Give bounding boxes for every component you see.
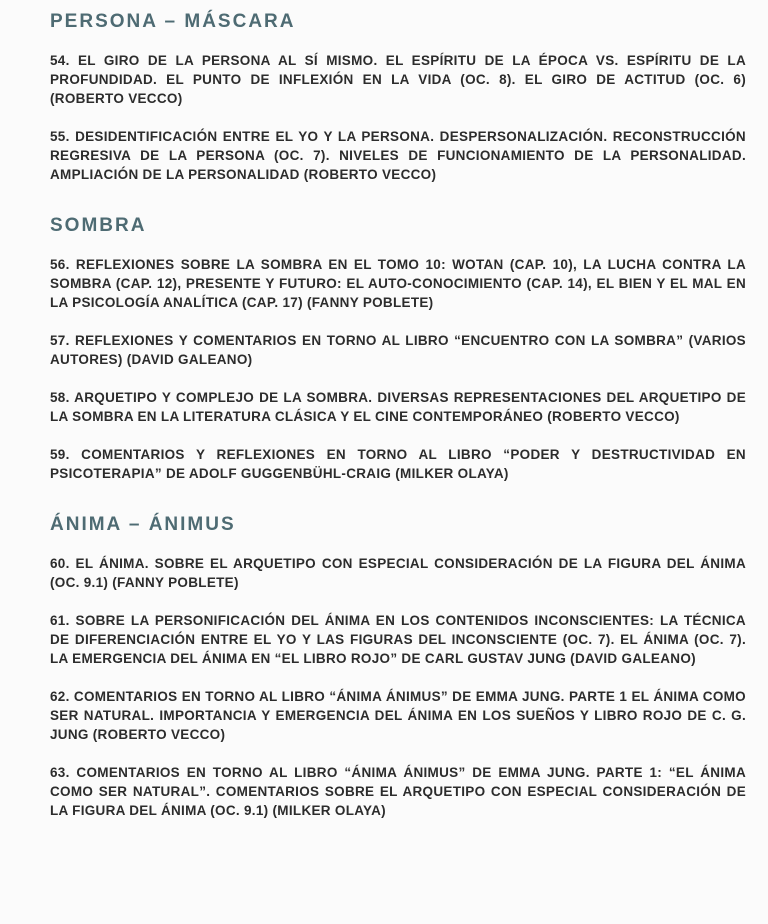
item-number: 58.: [50, 390, 70, 405]
item-number: 57.: [50, 333, 70, 348]
list-item-60: [50, 554, 746, 592]
item-text: EL GIRO DE LA PERSONA AL SÍ MISMO. EL ESPÍRITU DE LA ÉPOCA VS. ESPÍRITU DE LA PROFUNDIDAD. EL PUNTO DE INFLEXIÓN EN LA VIDA (OC. 8). EL GIRO DE ACTITUD (OC. 6) (ROBERTO VECCO): [50, 53, 746, 106]
section-persona-mascara: [50, 10, 746, 184]
item-number: 62.: [50, 689, 70, 704]
list-item-55: [50, 127, 746, 184]
section-title-anima-animus: ÁNIMA – ÁNIMUS: [50, 514, 236, 535]
list-item-56: [50, 255, 746, 312]
item-number: 54.: [50, 53, 70, 68]
list-item-59: [50, 445, 746, 483]
item-text: SOBRE LA PERSONIFICACIÓN DEL ÁNIMA EN LOS CONTENIDOS INCONSCIENTES: LA TÉCNICA DE DIFERENCIACIÓN ENTRE EL YO Y LAS FIGURAS DEL INCONSCIENTE (OC. 7). EL ÁNIMA (OC. 7). LA EMERGENCIA DEL ÁNIMA EN “EL LIBRO ROJO” DE CARL GUSTAV JUNG (DAVID GALEANO): [50, 613, 746, 666]
item-text: REFLEXIONES SOBRE LA SOMBRA EN EL TOMO 10: WOTAN (CAP. 10), LA LUCHA CONTRA LA SOMBRA (CAP. 12), PRESENTE Y FUTURO: EL AUTO-CONOCIMIENTO (CAP. 14), EL BIEN Y EL MAL EN LA PSICOLOGÍA ANALÍTICA (CAP. 17) (FANNY POBLETE): [50, 257, 746, 310]
item-text: EL ÁNIMA. SOBRE EL ARQUETIPO CON ESPECIAL CONSIDERACIÓN DE LA FIGURA DEL ÁNIMA (OC. 9.1) (FANNY POBLETE): [50, 556, 746, 590]
item-number: 63.: [50, 765, 70, 780]
item-text: COMENTARIOS Y REFLEXIONES EN TORNO AL LIBRO “PODER Y DESTRUCTIVIDAD EN PSICOTERAPIA” DE ADOLF GUGGENBÜHL-CRAIG (MILKER OLAYA): [50, 447, 746, 481]
item-text: REFLEXIONES Y COMENTARIOS EN TORNO AL LIBRO “ENCUENTRO CON LA SOMBRA” (VARIOS AUTORES) (DAVID GALEANO): [50, 333, 746, 367]
list-item-58: [50, 388, 746, 426]
list-item-63: [50, 763, 746, 820]
item-number: 55.: [50, 129, 70, 144]
item-text: COMENTARIOS EN TORNO AL LIBRO “ÁNIMA ÁNIMUS” DE EMMA JUNG. PARTE 1: “EL ÁNIMA COMO SER NATURAL”. COMENTARIOS SOBRE EL ARQUETIPO CON ESPECIAL CONSIDERACIÓN DE LA FIGURA DEL ÁNIMA (OC. 9.1) (MILKER OLAYA): [50, 765, 746, 818]
list-item-61: [50, 611, 746, 668]
section-anima-animus: [50, 513, 746, 820]
item-number: 59.: [50, 447, 70, 462]
list-item-62: [50, 687, 746, 744]
section-title-sombra: SOMBRA: [50, 215, 147, 236]
section-title-persona-mascara: PERSONA – MÁSCARA: [50, 11, 296, 32]
item-number: 56.: [50, 257, 70, 272]
list-item-57: [50, 331, 746, 369]
section-sombra: [50, 214, 746, 483]
list-item-54: [50, 51, 746, 108]
item-text: DESIDENTIFICACIÓN ENTRE EL YO Y LA PERSONA. DESPERSONALIZACIÓN. RECONSTRUCCIÓN REGRESIVA DE LA PERSONA (OC. 7). NIVELES DE FUNCIONAMIENTO DE LA PERSONALIDAD. AMPLIACIÓN DE LA PERSONALIDAD (ROBERTO VECCO): [50, 129, 746, 182]
item-number: 60.: [50, 556, 70, 571]
item-text: ARQUETIPO Y COMPLEJO DE LA SOMBRA. DIVERSAS REPRESENTACIONES DEL ARQUETIPO DE LA SOMBRA EN LA LITERATURA CLÁSICA Y EL CINE CONTEMPORÁNEO (ROBERTO VECCO): [50, 390, 746, 424]
item-number: 61.: [50, 613, 70, 628]
item-text: COMENTARIOS EN TORNO AL LIBRO “ÁNIMA ÁNIMUS” DE EMMA JUNG. PARTE 1 EL ÁNIMA COMO SER NATURAL. IMPORTANCIA Y EMERGENCIA DEL ÁNIMA EN LOS SUEÑOS Y LIBRO ROJO DE C. G. JUNG (ROBERTO VECCO): [50, 689, 746, 742]
